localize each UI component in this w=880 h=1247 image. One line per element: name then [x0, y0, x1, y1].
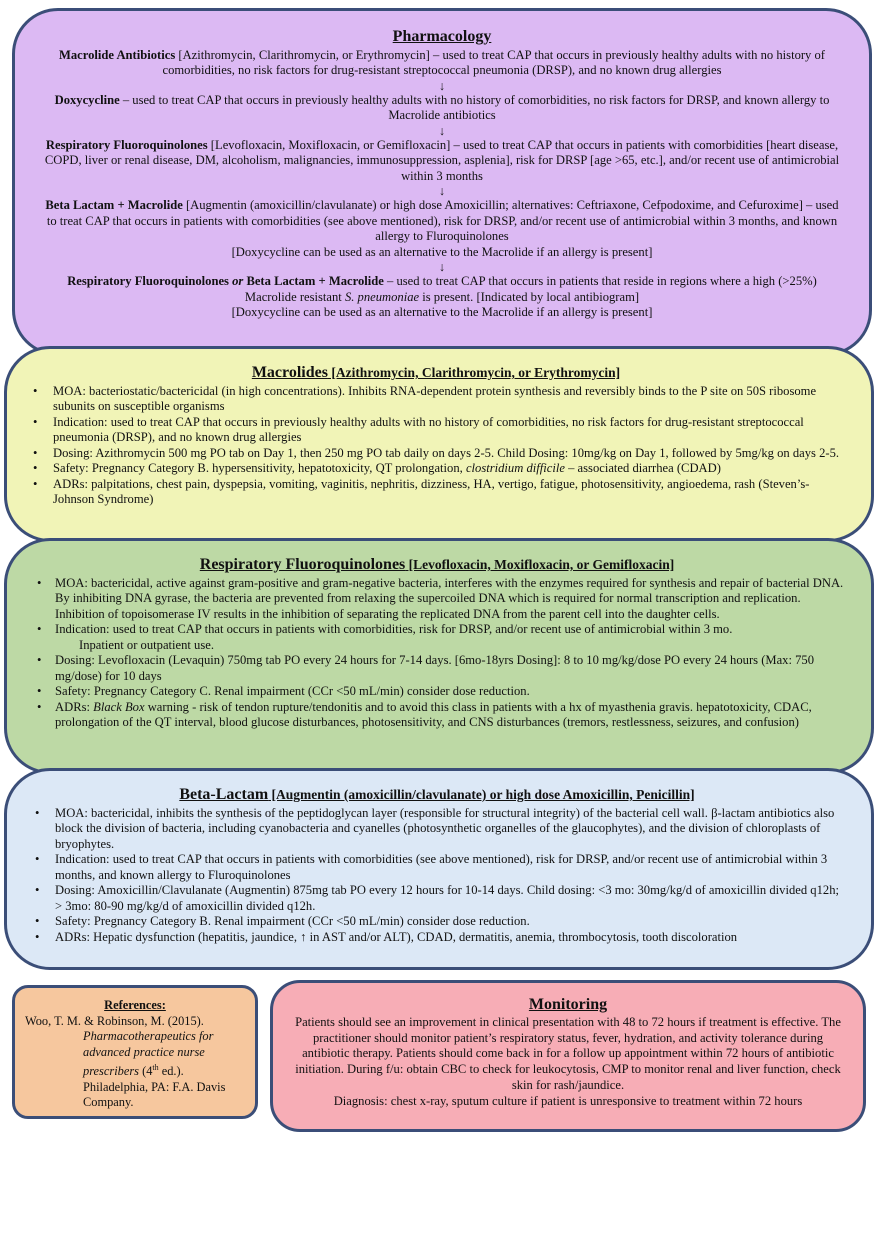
fluoroquinolones-adrs	[29, 700, 845, 731]
beta-lactam-moa: • MOA: bactericidal, inhibits the synthesis of the peptidoglycan layer (responsible for structural integrity) of the bacterial cell wall. β-lactam antibiotics also block the division of bacteria, including cyanobacteria and cyanelles (photosynthetic organelles of the glaucophytes), and the division of chloroplasts of bryophytes.	[29, 806, 845, 853]
fluoroquinolones-black-box: Black Box	[93, 699, 145, 714]
fluoroquinolones-list	[29, 576, 845, 731]
down-arrow-icon: ↓	[438, 260, 446, 274]
tier-resistant-note: [Doxycycline can be used as an alternative to the Macrolide if an allergy is present]	[231, 305, 653, 319]
fluoroquinolones-title: Respiratory Fluoroquinolones	[199, 556, 406, 573]
fluoroquinolones-adrs-b: warning - risk of tendon rupture/tendonitis and to avoid this class in patients with a hx of myasthenia gravis. hepatotoxicity, CDAC, prolongation of the QT interval, blood glucose disturbances, photosensitivity, and CNS disturbances (tremors, restlessness, seizures, and confusion)	[55, 699, 812, 729]
tier-beta-lactam-name: Beta Lactam + Macrolide	[45, 198, 183, 212]
beta-lactam-dosing: • Dosing: Amoxicillin/Clavulanate (Augmentin) 875mg tab PO every 12 hours for 10-14 days. Child dosing: <3 mo: 30mg/kg/d of amoxicillin divided q12h; > 3mo: 80-90 mg/kg/d of amoxicillin divided q12h.	[29, 883, 845, 914]
macrolides-indication: • Indication: used to treat CAP that occurs in previously healthy adults with no history of comorbidities, no risk factors for drug-resistant streptococcal pneumonia (DRSP), and no known drug allergies	[27, 415, 845, 446]
down-arrow-icon: ↓	[438, 123, 446, 138]
reference-entry	[25, 1014, 245, 1111]
macrolides-safety	[27, 461, 845, 477]
monitoring-title: Monitoring	[528, 996, 608, 1013]
tier-resistant	[43, 274, 841, 305]
tier-beta-lactam-note: [Doxycycline can be used as an alternative to the Macrolide if an allergy is present]	[231, 244, 653, 259]
fluoroquinolones-indication-text: Indication: used to treat CAP that occurs in patients with comorbidities, risk for DRSP, and/or recent use of antimicrobial within 3 mo.	[55, 622, 733, 636]
tier-resistant-text-b: is present. [Indicated by local antibiogram]	[419, 289, 640, 304]
reference-edition-sup: th	[152, 1063, 159, 1072]
tier-resistant-or: or	[232, 274, 244, 288]
beta-lactam-safety: • Safety: Pregnancy Category B. Renal impairment (CCr <50 mL/min) consider dose reduction.	[29, 914, 845, 930]
tier-resistant-text-a: – used to treat CAP that occurs in patients that reside in regions where a high (>25%) Macrolide resistant	[244, 274, 817, 304]
macrolides-safety-organism: clostridium difficile	[465, 461, 565, 475]
tier-fluoroquinolone	[43, 138, 841, 185]
macrolides-moa: • MOA: bacteriostatic/bactericidal (in high concentrations). Inhibits RNA-dependent protein synthesis and reversibly binds to the P site on 50S ribosome subunits on susceptible organisms	[27, 384, 845, 415]
reference-publisher: Philadelphia, PA: F.A. Davis Company.	[83, 1079, 226, 1110]
pharmacology-panel	[12, 8, 872, 356]
beta-lactam-title: Beta-Lactam	[179, 786, 269, 803]
tier-beta-lactam	[43, 198, 841, 245]
beta-lactam-adrs: • ADRs: Hepatic dysfunction (hepatitis, jaundice, ↑ in AST and/or ALT), CDAD, dermatitis, anemia, thrombocytosis, tooth discoloration	[29, 930, 845, 946]
macrolides-list	[27, 384, 845, 508]
reference-book-title: Pharmacotherapeutics for advanced practice nurse prescribers	[83, 1029, 214, 1079]
reference-authors: Woo, T. M. & Robinson, M. (2015).	[25, 1013, 204, 1028]
macrolides-safety-a: Safety: Pregnancy Category B. hypersensitivity, hepatotoxicity, QT prolongation,	[53, 461, 466, 475]
macrolides-heading	[27, 365, 845, 382]
fluoroquinolones-safety: • Safety: Pregnancy Category C. Renal impairment (CCr <50 mL/min) consider dose reduction.	[29, 684, 845, 700]
references-panel	[12, 985, 258, 1119]
monitoring-panel	[270, 980, 866, 1132]
down-arrow-icon: ↓	[438, 184, 446, 198]
pharmacology-title: Pharmacology	[392, 28, 492, 45]
fluoroquinolones-heading	[29, 557, 845, 574]
reference-edition-b: ed.).	[158, 1064, 184, 1079]
fluoroquinolones-indication-use: Inpatient or outpatient use.	[79, 637, 214, 652]
tier-doxycycline-text: – used to treat CAP that occurs in previously healthy adults with no history of comorbidities, no risk factors for DRSP, and known allergy to Macrolide antibiotics	[119, 92, 830, 122]
fluoroquinolones-indication	[29, 622, 845, 653]
fluoroquinolones-subtitle: [Levofloxacin, Moxifloxacin, or Gemifloxacin]	[405, 557, 675, 572]
macrolides-safety-b: – associated diarrhea (CDAD)	[564, 461, 721, 475]
macrolides-subtitle: [Azithromycin, Clarithromycin, or Erythromycin]	[327, 365, 621, 380]
reference-book	[25, 1029, 245, 1080]
beta-lactam-list	[29, 806, 845, 946]
tier-resistant-name-a: Respiratory Fluoroquinolones	[67, 274, 233, 288]
macrolides-adrs: • ADRs: palpitations, chest pain, dyspepsia, vomiting, vaginitis, nephritis, dizziness, HA, vertigo, fatigue, photosensitivity, angioedema, rash (Steven’s-Johnson Syndrome)	[27, 477, 845, 508]
monitoring-diagnosis: Diagnosis: chest x-ray, sputum culture if patient is unresponsive to treatment within 72 hours	[333, 1093, 803, 1108]
tier-doxycycline	[43, 93, 841, 124]
beta-lactam-panel	[4, 768, 874, 970]
tier-macrolide-text: [Azithromycin, Clarithromycin, or Erythromycin] – used to treat CAP that occurs in previously healthy adults with no history of comorbidities, no risk factors for drug-resistant streptococcal pneumonia (DRSP), and no known drug allergies	[162, 47, 825, 77]
tier-macrolide	[43, 48, 841, 79]
down-arrow-icon: ↓	[438, 78, 446, 93]
tier-fluoroquinolone-text: [Levofloxacin, Moxifloxacin, or Gemifloxacin] – used to treat CAP that occurs in patients with comorbidities [heart disease, COPD, liver or renal disease, DM, alcoholism, malignancies, immunosuppression, asplenia], risk for DRSP [age >65, etc.], and/or recent use of antimicrobial within 3 months	[44, 137, 840, 183]
fluoroquinolones-dosing: • Dosing: Levofloxacin (Levaquin) 750mg tab PO every 24 hours for 7-14 days. [6mo-18yrs Dosing]: 8 to 10 mg/kg/dose PO every 24 hours (Max: 750 mg/dose) for 10 days	[29, 653, 845, 684]
fluoroquinolones-panel	[4, 538, 874, 774]
macrolides-panel	[4, 346, 874, 542]
tier-fluoroquinolone-name: Respiratory Fluoroquinolones	[45, 137, 208, 152]
reference-edition-a: (4	[138, 1064, 153, 1079]
tier-doxycycline-name: Doxycycline	[54, 92, 120, 107]
tier-macrolide-name: Macrolide Antibiotics	[58, 47, 176, 62]
tier-resistant-name-b: Beta Lactam + Macrolide	[243, 274, 384, 288]
references-title: References:	[104, 998, 166, 1012]
tier-beta-lactam-text: [Augmentin (amoxicillin/clavulanate) or high dose Amoxicillin; alternatives: Ceftriaxone, Cefpodoxime, and Cefuroxime] – used to treat CAP that occurs in patients with comorbidities (see above mentioned), risk for DRSP, and/or recent use of antimicrobial within 3 months, and known allergy to Fluroquinolones	[46, 198, 839, 243]
macrolides-title: Macrolides	[251, 364, 328, 381]
fluoroquinolones-moa: • MOA: bactericidal, active against gram-positive and gram-negative bacteria, interferes with the enzymes required for synthesis and repair of bacterial DNA. By inhibiting DNA gyrase, the bacteria are prevented from relaxing the supercoiled DNA which is required for normal transcription and replication. Inhibition of topoisomerase IV results in the inhibition of separating the replicated DNA from the parent cell into the daughter cells.	[29, 576, 845, 623]
beta-lactam-subtitle: [Augmentin (amoxicillin/clavulanate) or high dose Amoxicillin, Penicillin]	[268, 787, 695, 802]
tier-resistant-organism: S. pneumoniae	[344, 289, 420, 304]
fluoroquinolones-adrs-a: ADRs:	[55, 699, 94, 714]
macrolides-dosing: • Dosing: Azithromycin 500 mg PO tab on Day 1, then 250 mg PO tab daily on days 2-5. Child Dosing: 10mg/kg on Day 1, followed by 5mg/kg on days 2-5.	[27, 446, 845, 462]
monitoring-body: Patients should see an improvement in clinical presentation with 48 to 72 hours if treatment is effective. The practitioner should monitor patient’s respiratory status, fever, hydration, and activity tolerance during antibiotic therapy. Patients should come back in for a follow up appointment within 72 hours of antibiotic initiation. During f/u: obtain CBC to check for leukocytosis, CMP to monitor renal and liver function, check skin for rash/jaundice.	[295, 1014, 841, 1092]
beta-lactam-heading	[29, 787, 845, 804]
beta-lactam-indication: • Indication: used to treat CAP that occurs in patients with comorbidities (see above mentioned), risk for DRSP, and/or recent use of antimicrobial within 3 months, and known allergy to Fluroquinolones	[29, 852, 845, 883]
